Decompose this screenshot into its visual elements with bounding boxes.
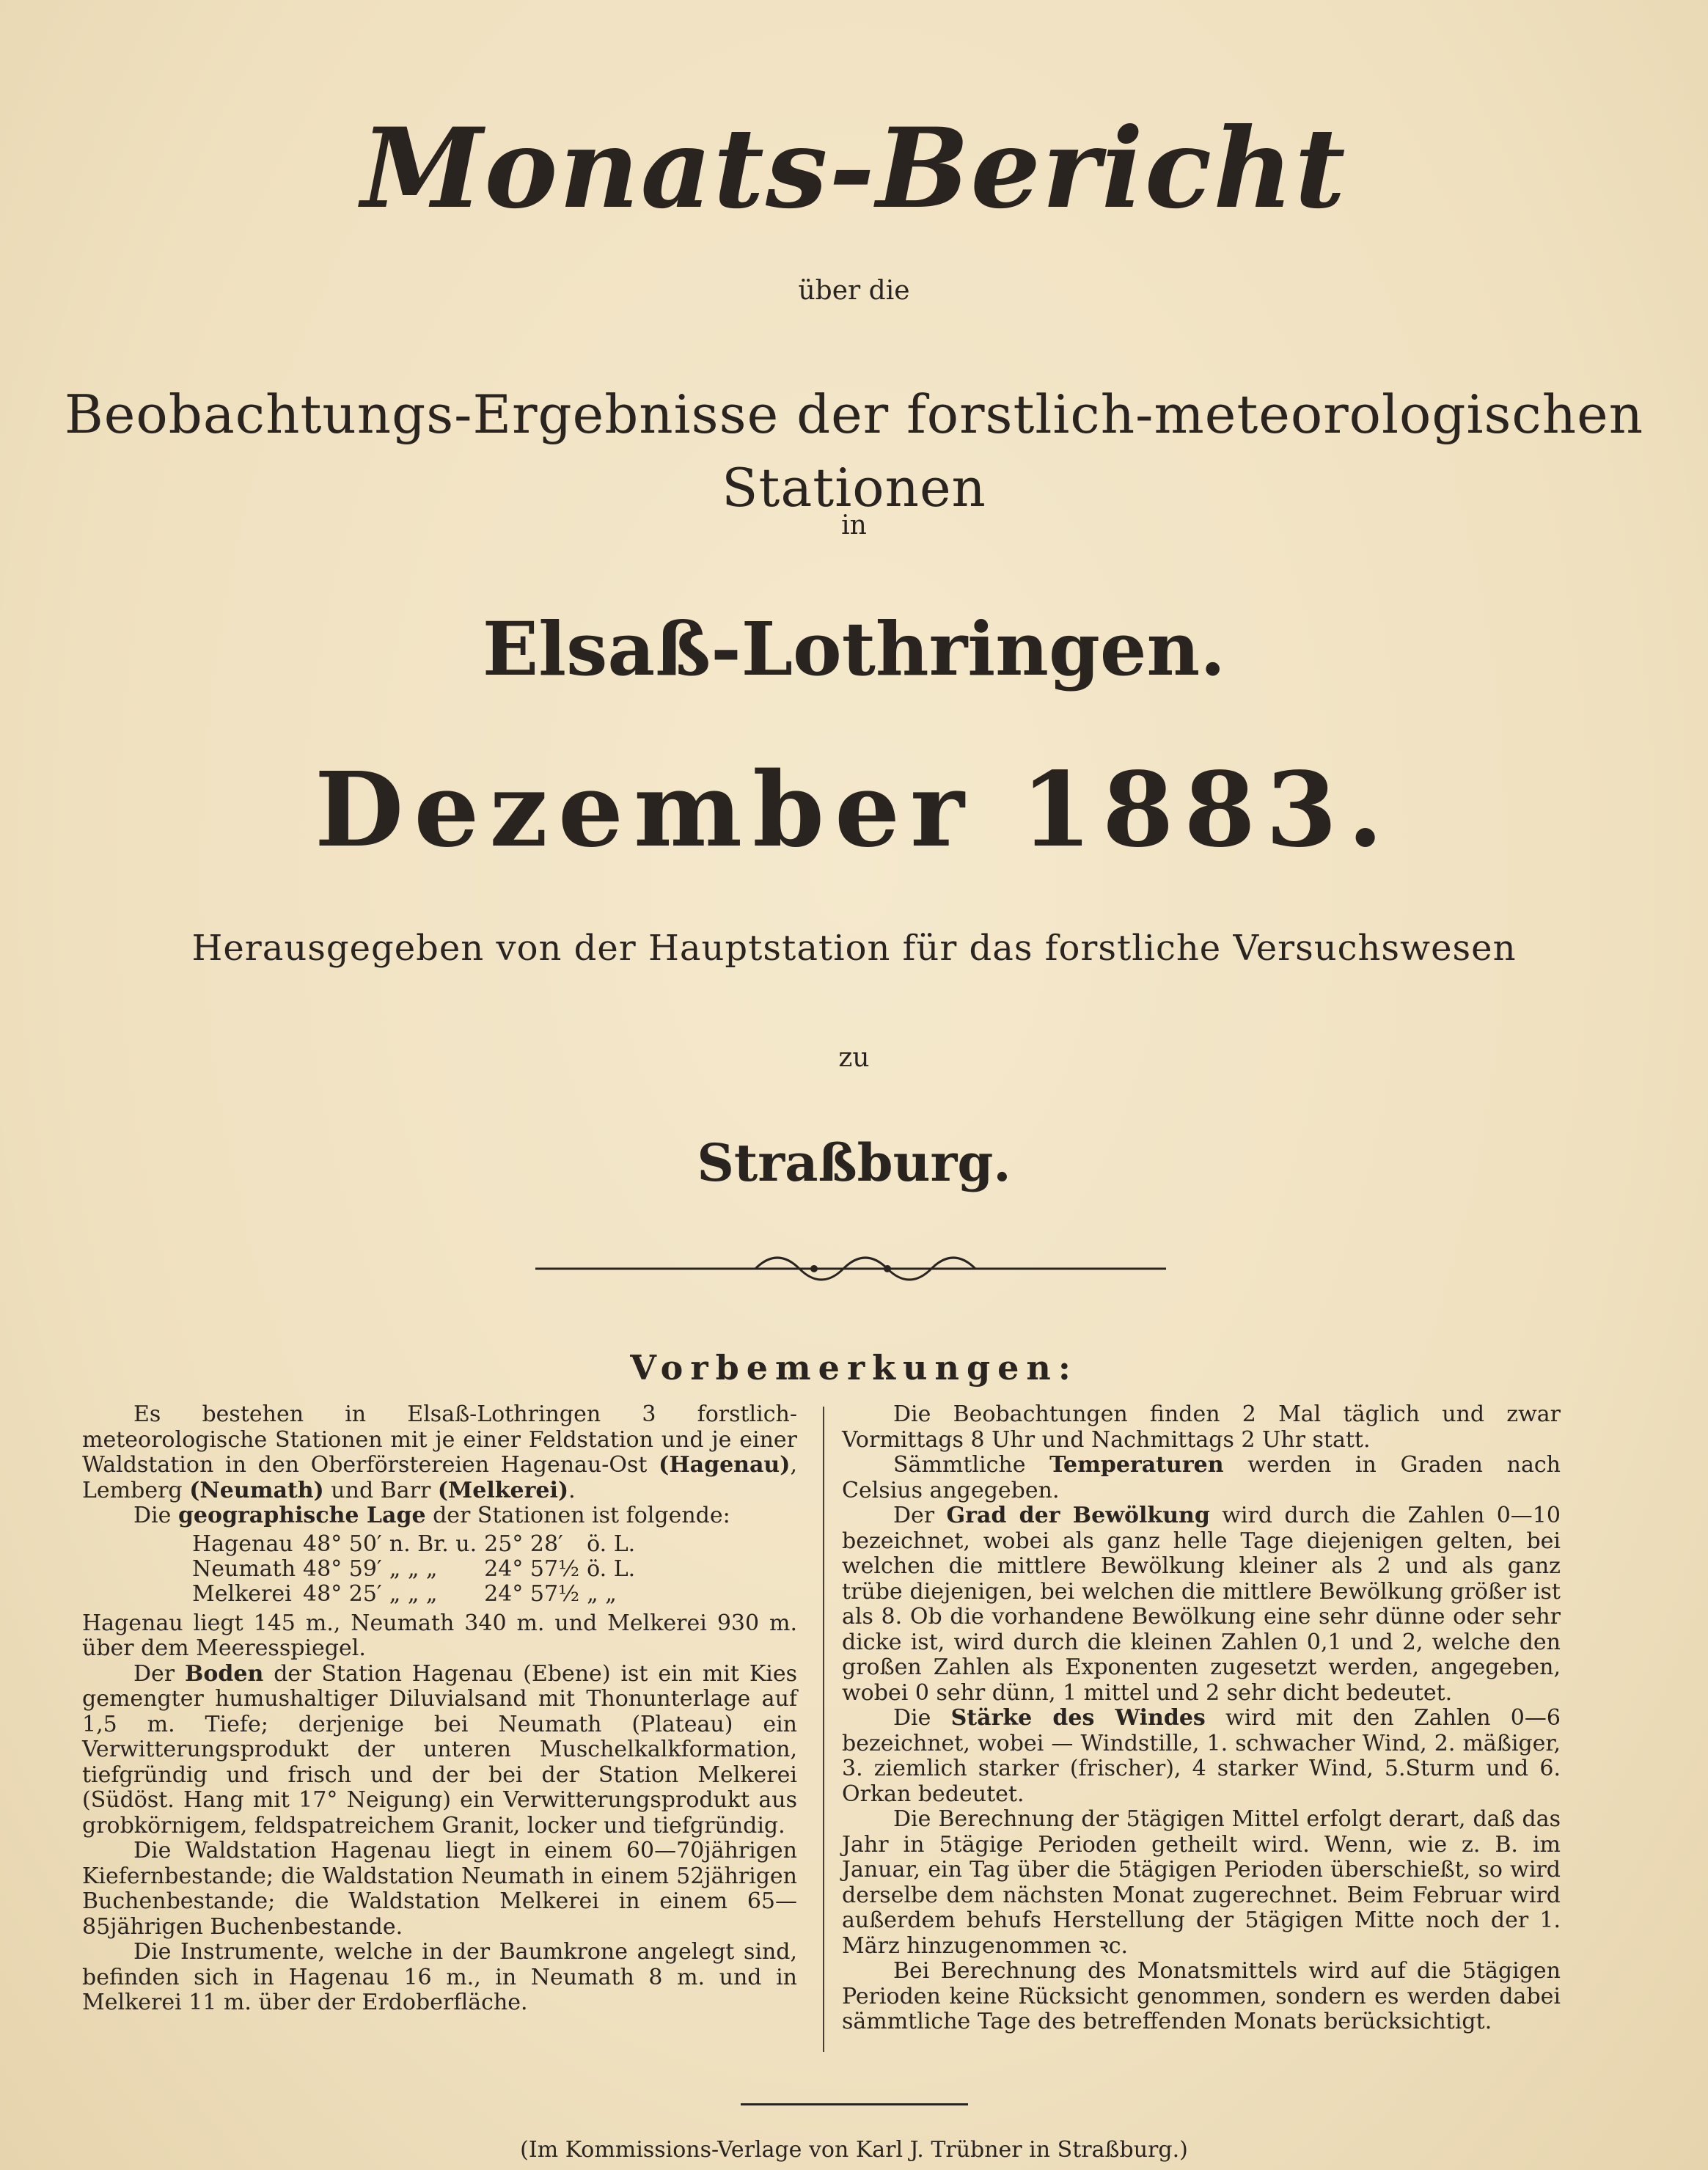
left-paragraph-forest: Die Waldstation Hagenau liegt in einem 60—70jährigen Kiefernbestande; die Waldstation Neumath in einem 52jährigen Buchenbestande; die Waldstation Melkerei in einem 65—85jährigen Buchenbestande. xyxy=(82,1838,797,1940)
ornament-divider xyxy=(535,1247,1166,1291)
document-title: Monats-Bericht xyxy=(361,104,1347,233)
city-heading: Straßburg. xyxy=(697,1132,1011,1193)
right-column xyxy=(842,1402,1561,2035)
left-paragraph-stations: Es bestehen in Elsaß-Lothringen 3 forstlich-meteorologische Stationen mit je einer Feldstation und je einer Waldstation in den Oberförstereien Hagenau-Ost (Hagenau), Lemberg (Neumath) und Barr (Melkerei). xyxy=(82,1401,797,1503)
region-heading: Elsaß-Lothringen. xyxy=(482,606,1226,692)
subtitle-ueber: über die xyxy=(798,276,910,306)
right-paragraph-clouds: Der Grad der Bewölkung wird durch die Zahlen 0—10 bezeichnet, wobei als ganz helle Tage diejenigen gelten, bei welchen die mittlere Bewölkung kleiner als 2 und als ganz trübe diejenigen, bei welchen die mittlere Bewölkung größer ist als 8. Ob die vorhandene Bewölkung eine sehr dünne oder sehr dicke ist, wird durch die kleinen Zahlen 0,1 und 2, welche den großen Zahlen als Exponenten zugesetzt werden, angegeben, wobei 0 sehr dünn, 1 mittel und 2 sehr dicht bedeutet. xyxy=(842,1503,1561,1706)
subtitle-in: in xyxy=(841,510,867,540)
geo-table xyxy=(192,1532,642,1607)
left-paragraph-geo: Die geographische Lage der Stationen ist folgende: xyxy=(133,1503,730,1528)
bottom-rule xyxy=(741,2103,968,2105)
publisher-line: Herausgegeben von der Hauptstation für das forstliche Versuchswesen xyxy=(191,928,1517,969)
right-paragraph-monthly: Bei Berechnung des Monatsmittels wird auf die 5tägigen Perioden keine Rücksicht genommen, sondern es werden dabei sämmtliche Tage des betreffenden Monats berücksichtigt. xyxy=(842,1958,1561,2034)
right-paragraph-wind: Die Stärke des Windes wird mit den Zahlen 0—6 bezeichnet, wobei — Windstille, 1. schwacher Wind, 2. mäßiger, 3. ziemlich starker (frischer), 4 starker Wind, 5.Sturm und 6. Orkan bedeutet. xyxy=(842,1705,1561,1807)
left-paragraph-altitude: Hagenau liegt 145 m., Neumath 340 m. und Melkerei 930 m. über dem Meeresspiegel. xyxy=(82,1610,797,1661)
subtitle-beobachtung: Beobachtungs-Ergebnisse der forstlich-meteorologischen Stationen xyxy=(64,384,1644,518)
subtitle-zu: zu xyxy=(838,1043,870,1073)
right-paragraph-temperatures: Sämmtliche Temperaturen werden in Graden nach Celsius angegeben. xyxy=(842,1452,1561,1503)
right-paragraph-means: Die Berechnung der 5tägigen Mittel erfolgt derart, daß das Jahr in 5tägige Perioden getheilt wird. Wenn, wie z. B. im Januar, ein Tag über die 5tägigen Perioden überschießt, so wird derselbe dem nächsten Monat zugerechnet. Beim Februar wird außerdem behufs Herstellung der 5tägigen Mitte noch der 1. März hinzugenommen ꝛc. xyxy=(842,1806,1561,1959)
section-heading-vorbemerkungen: Vorbemerkungen: xyxy=(630,1348,1078,1388)
table-row: Neumath 48° 59′ „ „ „ 24° 57½ ö. L. xyxy=(192,1555,636,1582)
right-paragraph-observations: Die Beobachtungen finden 2 Mal täglich und zwar Vormittags 8 Uhr und Nachmittags 2 Uhr statt. xyxy=(842,1401,1561,1453)
column-divider xyxy=(823,1407,824,2052)
left-paragraph-soil: Der Boden der Station Hagenau (Ebene) ist ein mit Kies gemengter humushaltiger Diluvialsand mit Thonunterlage auf 1,5 m. Tiefe; derjenige bei Neumath (Plateau) ein Verwitterungsprodukt der unteren Muschelkalkformation, tiefgründig und frisch und der bei der Station Melkerei (Südöst. Hang mit 17° Neigung) ein Verwitterungsprodukt aus grobkörnigem, feldspatreichem Granit, locker und tiefgründig. xyxy=(82,1660,797,1839)
date-heading: Dezember 1883. xyxy=(314,750,1394,870)
table-row: Hagenau 48° 50′ n. Br. u. 25° 28′ ö. L. xyxy=(192,1531,636,1557)
footer-publisher: (Im Kommissions-Verlage von Karl J. Trübner in Straßburg.) xyxy=(520,2137,1188,2163)
left-paragraph-instruments: Die Instrumente, welche in der Baumkrone angelegt sind, befinden sich in Hagenau 16 m., in Neumath 8 m. und in Melkerei 11 m. über der Erdoberfläche. xyxy=(82,1939,797,2015)
left-column xyxy=(82,1402,797,2016)
table-row: Melkerei 48° 25′ „ „ „ 24° 57½ „ „ xyxy=(192,1580,617,1607)
